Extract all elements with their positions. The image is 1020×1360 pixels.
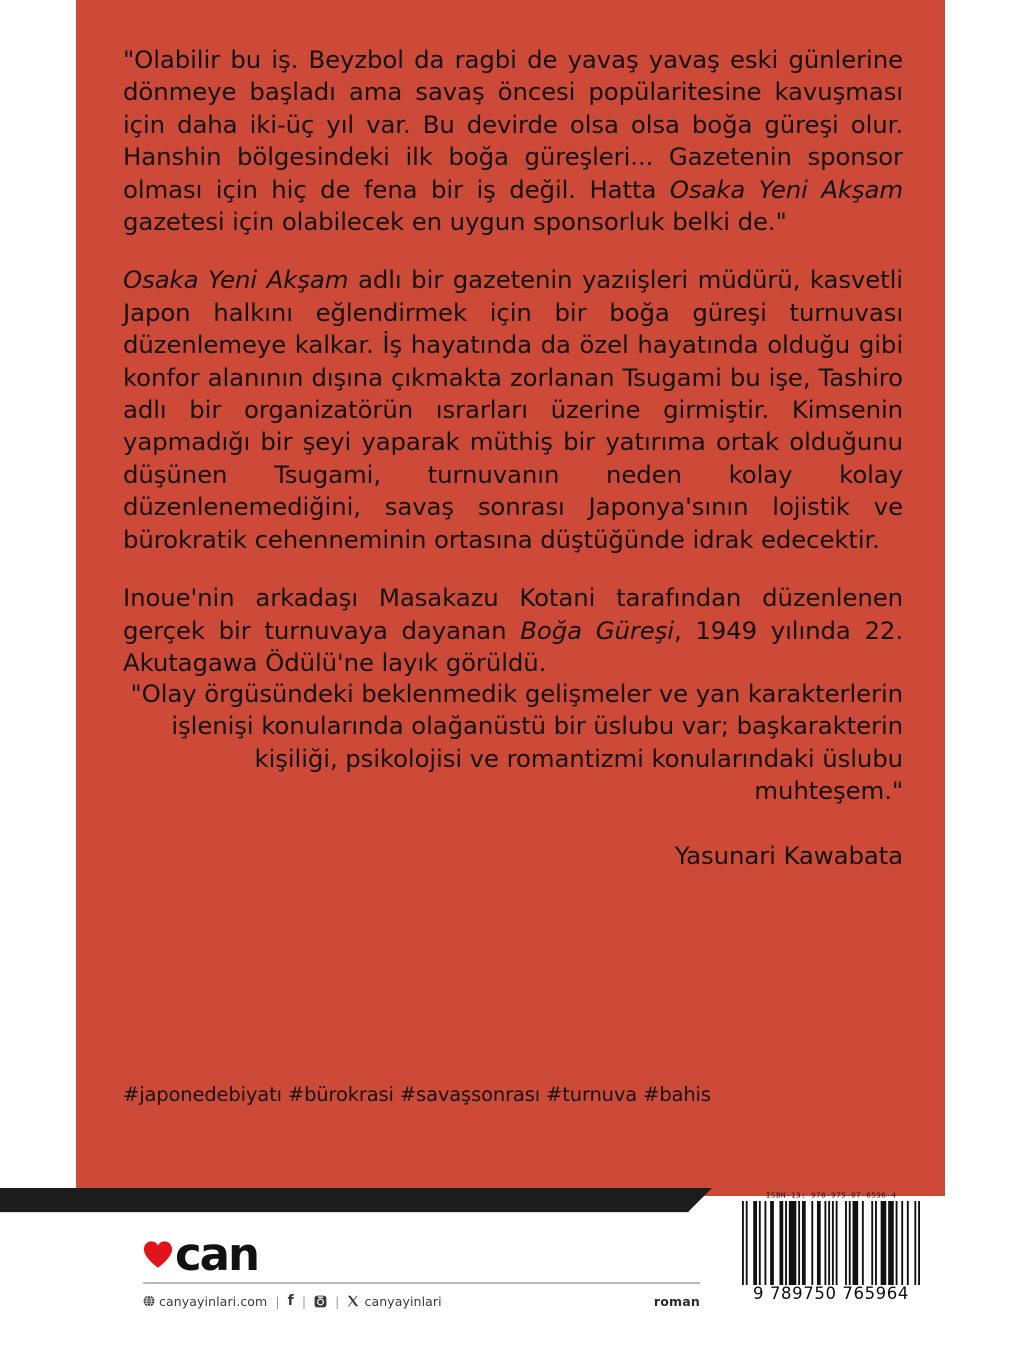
blurb-paragraph-1-text-b: gazetesi için olabilecek en uygun sponsorluk belki de." xyxy=(123,207,787,237)
separator-1: | xyxy=(275,1293,280,1309)
pull-quote-text: "Olay örgüsündeki beklenmedik gelişmeler ve yan karakterlerin işlenişi konularında olağanüstü bir üslubu var; başkarakterin kişiliği, psikolojisi ve romantizmi konularındaki üslubu muhteşem." xyxy=(130,679,903,806)
black-band-shadow xyxy=(0,1210,690,1213)
pull-quote-attribution: Yasunari Kawabata xyxy=(674,840,903,870)
genre-label: roman xyxy=(653,1293,700,1309)
hashtag-line: #japonedebiyatı #bürokrasi #savaşsonrası #turnuva #bahis xyxy=(123,1083,711,1106)
blurb-paragraph-2 xyxy=(123,264,903,556)
publisher-block xyxy=(143,1228,703,1309)
barcode-digits: 9 789750 765964 xyxy=(753,1284,909,1303)
instagram-icon[interactable] xyxy=(314,1295,327,1308)
separator-2: | xyxy=(301,1293,307,1309)
black-angled-band xyxy=(0,1188,712,1212)
blurb-paragraph-2-text: adlı bir gazetenin yazıişleri müdürü, kasvetli Japon halkını eğlendirmek için bir boğa güreşi turnuvası düzenlemeye kalkar. İş hayatında da özel hayatında olduğu gibi konfor alanının dışına çıkmakta zorlanan Tsugami bu işe, Tashiro adlı bir organizatörün ısrarları üzerine girmiştir. Kimsenin yapmadığı bir şeyi yaparak müthiş bir yatırıma ortak olduğunu düşünen Tsugami, turnuvanın neden kolay kolay düzenlenemediğini, savaş sonrası Japonya'sının lojistik ve bürokratik cehenneminin ortasına düştüğünde idrak edecektir. xyxy=(123,265,903,554)
x-twitter-icon[interactable] xyxy=(347,1295,359,1307)
newspaper-title-italic-1: Osaka Yeni Akşam xyxy=(669,174,903,204)
x-handle-label[interactable]: canyayinlari xyxy=(364,1293,442,1309)
facebook-icon[interactable]: f xyxy=(287,1293,294,1309)
book-title-italic: Boğa Güreşi xyxy=(520,615,674,645)
blurb-paragraph-3 xyxy=(123,582,903,679)
blurb-text-block xyxy=(123,44,903,679)
blurb-paragraph-1 xyxy=(123,44,903,238)
globe-icon xyxy=(143,1295,155,1307)
heart-icon xyxy=(143,1240,173,1269)
isbn-barcode-block xyxy=(742,1191,920,1303)
social-links-row xyxy=(143,1293,442,1309)
barcode-bars xyxy=(742,1201,920,1285)
blurb-paragraph-3-text-b: , 1949 yılında 22. Akutagawa Ödülü'ne layık görüldü. xyxy=(123,615,903,677)
can-wordmark-text: can xyxy=(175,1228,259,1281)
newspaper-title-italic-2: Osaka Yeni Akşam xyxy=(123,265,349,295)
separator-3: | xyxy=(335,1293,340,1309)
blurb-paragraph-3-text-a: Inoue'nin arkadaşı Masakazu Kotani tarafından düzenlenen gerçek bir turnuvaya dayanan xyxy=(123,583,903,645)
publisher-divider-rule xyxy=(143,1282,700,1284)
blurb-paragraph-1-text-a: "Olabilir bu iş. Beyzbol da ragbi de yavaş yavaş eski günlerine dönmeye başladı ama savaş öncesi popülaritesine kavuşması için daha iki-üç yıl var. Bu devirde olsa olsa boğa güreşi olur. Hanshin bölgesindeki ilk boğa güreşleri... Gazetenin sponsor olması için hiç de fena bir iş değil. Hatta xyxy=(123,45,903,204)
isbn-label: ISBN-13: 978-975-07-6596-4 xyxy=(765,1191,897,1200)
publisher-meta-row xyxy=(143,1293,700,1309)
can-yayinlari-logo[interactable] xyxy=(143,1228,703,1281)
pull-quote-block xyxy=(123,678,903,872)
website-label[interactable]: canyayinlari.com xyxy=(159,1293,268,1309)
book-back-cover-panel xyxy=(76,0,945,1196)
